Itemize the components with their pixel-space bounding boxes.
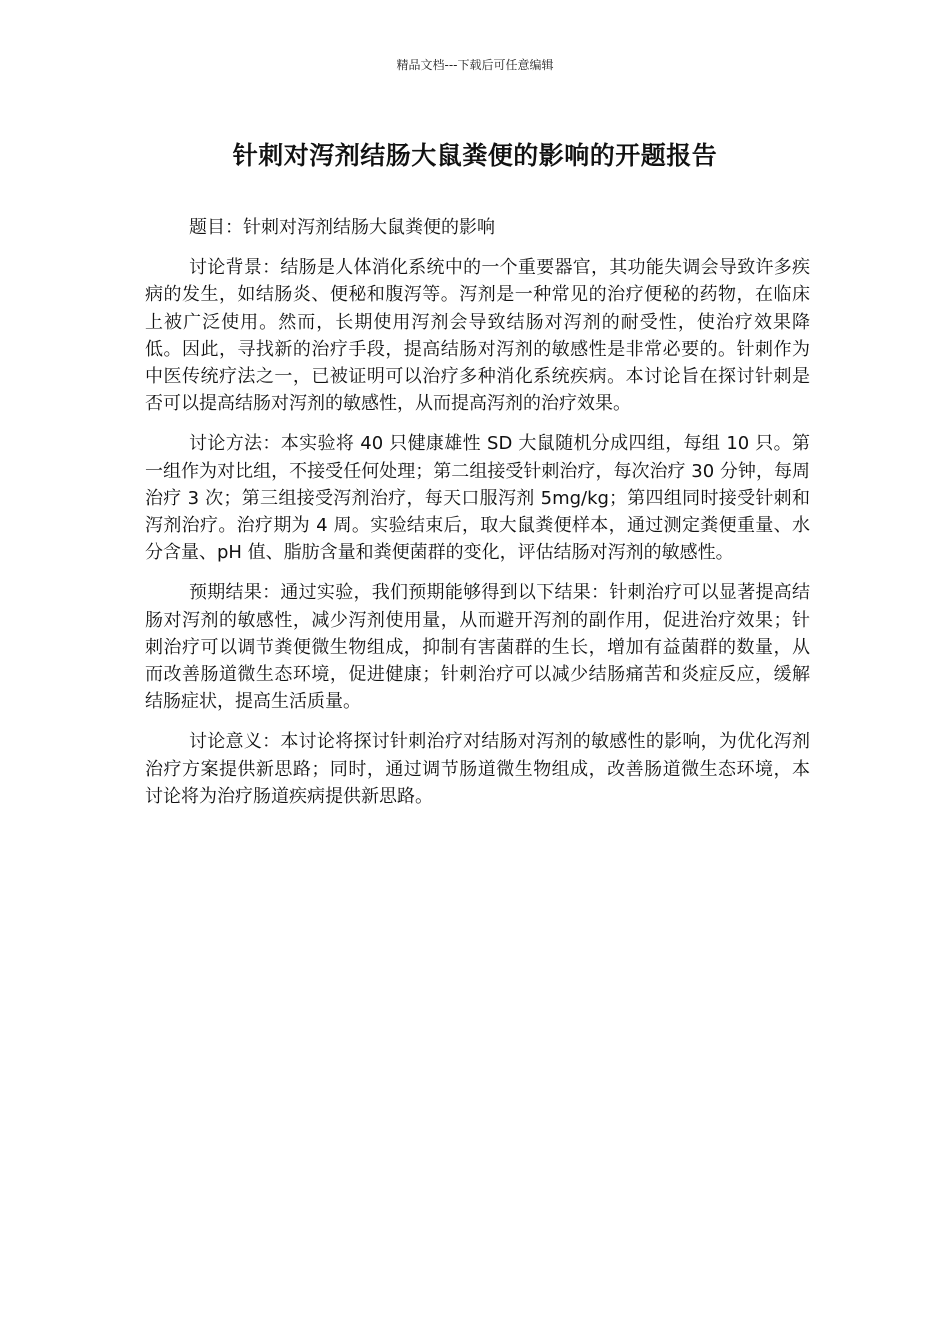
header-note: 精品文档---下载后可任意编辑 (396, 58, 554, 72)
expected-results-text: 通过实验，我们预期能够得到以下结果：针刺治疗可以显著提高结肠对泻剂的敏感性，减少泻剂使用量，从而避开泻剂的副作用，促进治疗效果；针刺治疗可以调节粪便微生物组成，抑制有害菌群的生长，增加有益菌群的数量，从而改善肠道微生态环境，促进健康；针刺治疗可以减少结肠痛苦和炎症反应，缓解结肠症状，提高生活质量。 (145, 582, 811, 713)
expected-results-label: 预期结果： (189, 582, 281, 604)
document-body (145, 214, 810, 823)
methods-label: 讨论方法： (189, 433, 281, 455)
topic-text: 针刺对泻剂结肠大鼠粪便的影响 (243, 217, 495, 238)
significance-text: 本讨论将探讨针刺治疗对结肠对泻剂的敏感性的影响，为优化泻剂治疗方案提供新思路；同时，通过调节肠道微生物组成，改善肠道微生态环境，本讨论将为治疗肠道疾病提供新思路。 (145, 731, 811, 807)
background-paragraph (145, 254, 810, 417)
topic-label: 题目： (189, 217, 243, 238)
significance-label: 讨论意义： (189, 731, 281, 753)
background-label: 讨论背景： (189, 257, 281, 279)
significance-paragraph (145, 728, 810, 810)
expected-results-paragraph (145, 579, 810, 715)
background-text: 结肠是人体消化系统中的一个重要器官，其功能失调会导致许多疾病的发生，如结肠炎、便秘和腹泻等。泻剂是一种常见的治疗便秘的药物，在临床上被广泛使用。然而，长期使用泻剂会导致结肠对泻剂的耐受性，使治疗效果降低。因此，寻找新的治疗手段，提高结肠对泻剂的敏感性是非常必要的。针刺作为中医传统疗法之一，已被证明可以治疗多种消化系统疾病。本讨论旨在探讨针刺是否可以提高结肠对泻剂的敏感性，从而提高泻剂的治疗效果。 (145, 257, 811, 415)
methods-text: 本实验将 40 只健康雄性 SD 大鼠随机分成四组，每组 10 只。第一组作为对比组，不接受任何处理；第二组接受针刺治疗，每次治疗 30 分钟，每周治疗 3 次；第三组接受泻剂治疗，每天口服泻剂 5mg/kg；第四组同时接受针刺和泻剂治疗。治疗期为 4 周。实验结束后，取大鼠粪便样本，通过测定粪便重量、水分含量、pH 值、脂肪含量和粪便菌群的变化，评估结肠对泻剂的敏感性。 (145, 433, 810, 564)
methods-paragraph (145, 430, 810, 566)
topic-paragraph (145, 214, 810, 241)
document-title: 针刺对泻剂结肠大鼠粪便的影响的开题报告 (232, 141, 718, 170)
